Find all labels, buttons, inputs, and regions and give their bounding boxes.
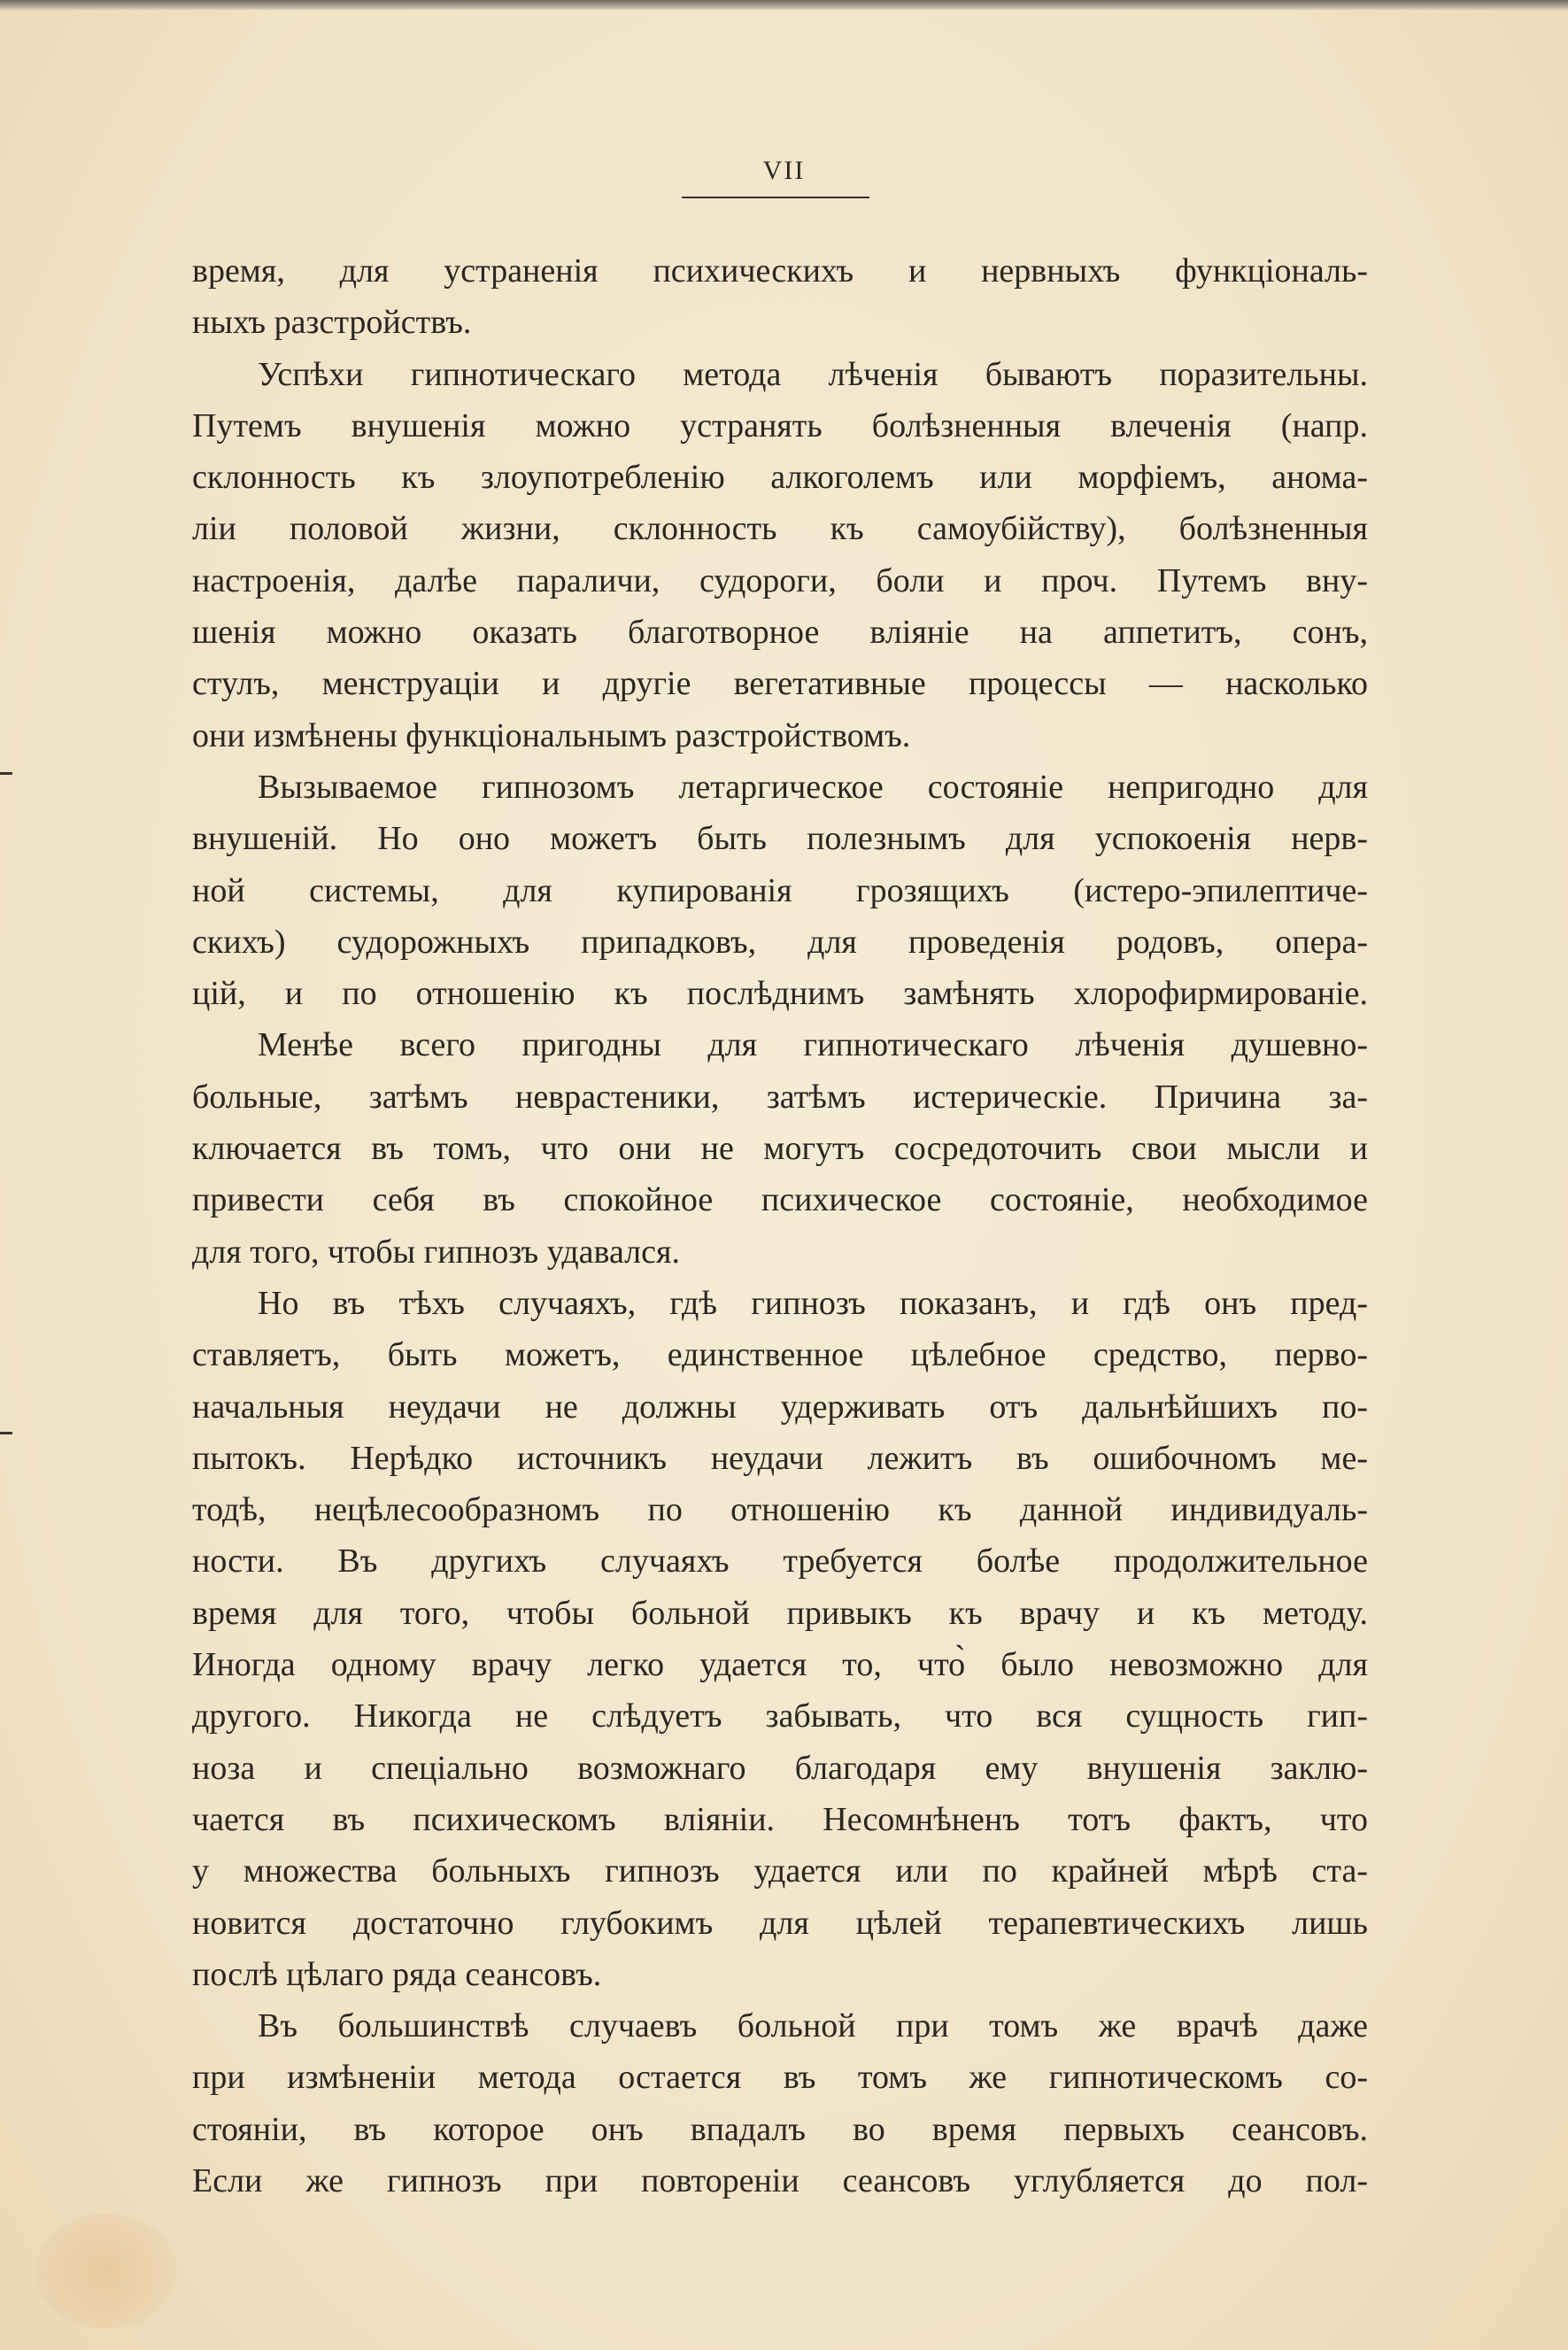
text-line: чается въ психическомъ вліяніи. Несомнѣненъ тотъ фактъ, что xyxy=(192,1800,1368,1838)
text-line: у множества больныхъ гипнозъ удается или по крайней мѣрѣ ста- xyxy=(192,1852,1368,1890)
scan-top-edge xyxy=(0,0,1568,11)
text-line: время, для устраненія психическихъ и нервныхъ функціональ- xyxy=(192,252,1368,290)
text-line: шенія можно оказать благотворное вліяніе на аппетитъ, сонъ, xyxy=(192,614,1368,652)
text-line: скихъ) судорожныхъ припадковъ, для проведенія родовъ, опера- xyxy=(192,923,1368,961)
text-line: тодѣ, нецѣлесообразномъ по отношенію къ данной индивидуаль- xyxy=(192,1491,1368,1529)
text-line: цій, и по отношенію къ послѣднимъ замѣнять хлорофирмированіе. xyxy=(192,975,1368,1013)
text-line: пытокъ. Нерѣдко источникъ неудачи лежитъ въ ошибочномъ ме- xyxy=(192,1439,1368,1477)
text-line: время для того, чтобы больной привыкъ къ врачу и къ методу. xyxy=(192,1594,1368,1632)
margin-mark xyxy=(0,1432,12,1434)
text-line: привести себя въ спокойное психическое состояніе, необходимое xyxy=(192,1181,1368,1219)
text-line: ныхъ разстройствъ. xyxy=(192,304,472,342)
text-line: начальныя неудачи не должны удерживать отъ дальнѣйшихъ по- xyxy=(192,1388,1368,1426)
text-line: ліи половой жизни, склонность къ самоубійству), болѣзненныя xyxy=(192,510,1368,548)
text-line: стояніи, въ которое онъ впадалъ во время первыхъ сеансовъ. xyxy=(192,2110,1368,2148)
text-line: при измѣненіи метода остается въ томъ же гипнотическомъ со- xyxy=(192,2059,1368,2097)
text-line: послѣ цѣлаго ряда сеансовъ. xyxy=(192,1955,602,1993)
page-number: VII xyxy=(762,156,806,185)
text-line: ставляетъ, быть можетъ, единственное цѣлебное средство, перво- xyxy=(192,1336,1368,1374)
text-line: больные, затѣмъ неврастеники, затѣмъ истерическіе. Причина за- xyxy=(192,1078,1368,1116)
text-line: настроенія, далѣе параличи, судороги, боли и проч. Путемъ вну- xyxy=(192,561,1368,599)
text-line: стулъ, менструаціи и другіе вегетативные процессы — насколько xyxy=(192,665,1368,703)
text-line: Въ большинствѣ случаевъ больной при томъ же врачѣ даже xyxy=(258,2007,1368,2045)
header-rule xyxy=(682,197,869,198)
text-line: Если же гипнозъ при повтореніи сеансовъ углубляется до пол- xyxy=(192,2161,1368,2199)
text-line: Путемъ внушенія можно устранять болѣзненныя влеченія (напр. xyxy=(192,406,1368,444)
text-line: ноза и спеціально возможнаго благодаря ему внушенія заклю- xyxy=(192,1749,1368,1787)
text-line: они измѣнены функціональнымъ разстройствомъ. xyxy=(192,716,911,754)
text-body xyxy=(192,245,1368,2207)
text-line: Менѣе всего пригодны для гипнотическаго лѣченія душевно- xyxy=(258,1026,1368,1064)
text-line: другого. Никогда не слѣдуетъ забывать, что вся сущность гип- xyxy=(192,1697,1368,1735)
text-line: Иногда одному врачу легко удается то, что̀ было невозможно для xyxy=(192,1646,1368,1684)
text-line: Но въ тѣхъ случаяхъ, гдѣ гипнозъ показанъ, и гдѣ онъ пред- xyxy=(258,1284,1368,1322)
text-line: ключается въ томъ, что они не могутъ сосредоточить свои мысли и xyxy=(192,1130,1368,1168)
text-line: Успѣхи гипнотическаго метода лѣченія бываютъ поразительны. xyxy=(258,355,1368,393)
text-line: склонность къ злоупотребленію алкоголемъ или морфіемъ, анома- xyxy=(192,459,1368,497)
text-line: для того, чтобы гипнозъ удавался. xyxy=(192,1233,680,1271)
paper-stain xyxy=(35,2214,177,2329)
text-line: новится достаточно глубокимъ для цѣлей терапевтическихъ лишь xyxy=(192,1904,1368,1942)
margin-mark xyxy=(0,772,12,775)
text-line: внушеній. Но оно можетъ быть полезнымъ для успокоенія нерв- xyxy=(192,820,1368,858)
text-line: ности. Въ другихъ случаяхъ требуется болѣе продолжительное xyxy=(192,1542,1368,1581)
text-line: ной системы, для купированія грозящихъ (истеро-эпилептиче- xyxy=(192,871,1368,909)
text-line: Вызываемое гипнозомъ летаргическое состояніе непригодно для xyxy=(258,768,1368,806)
